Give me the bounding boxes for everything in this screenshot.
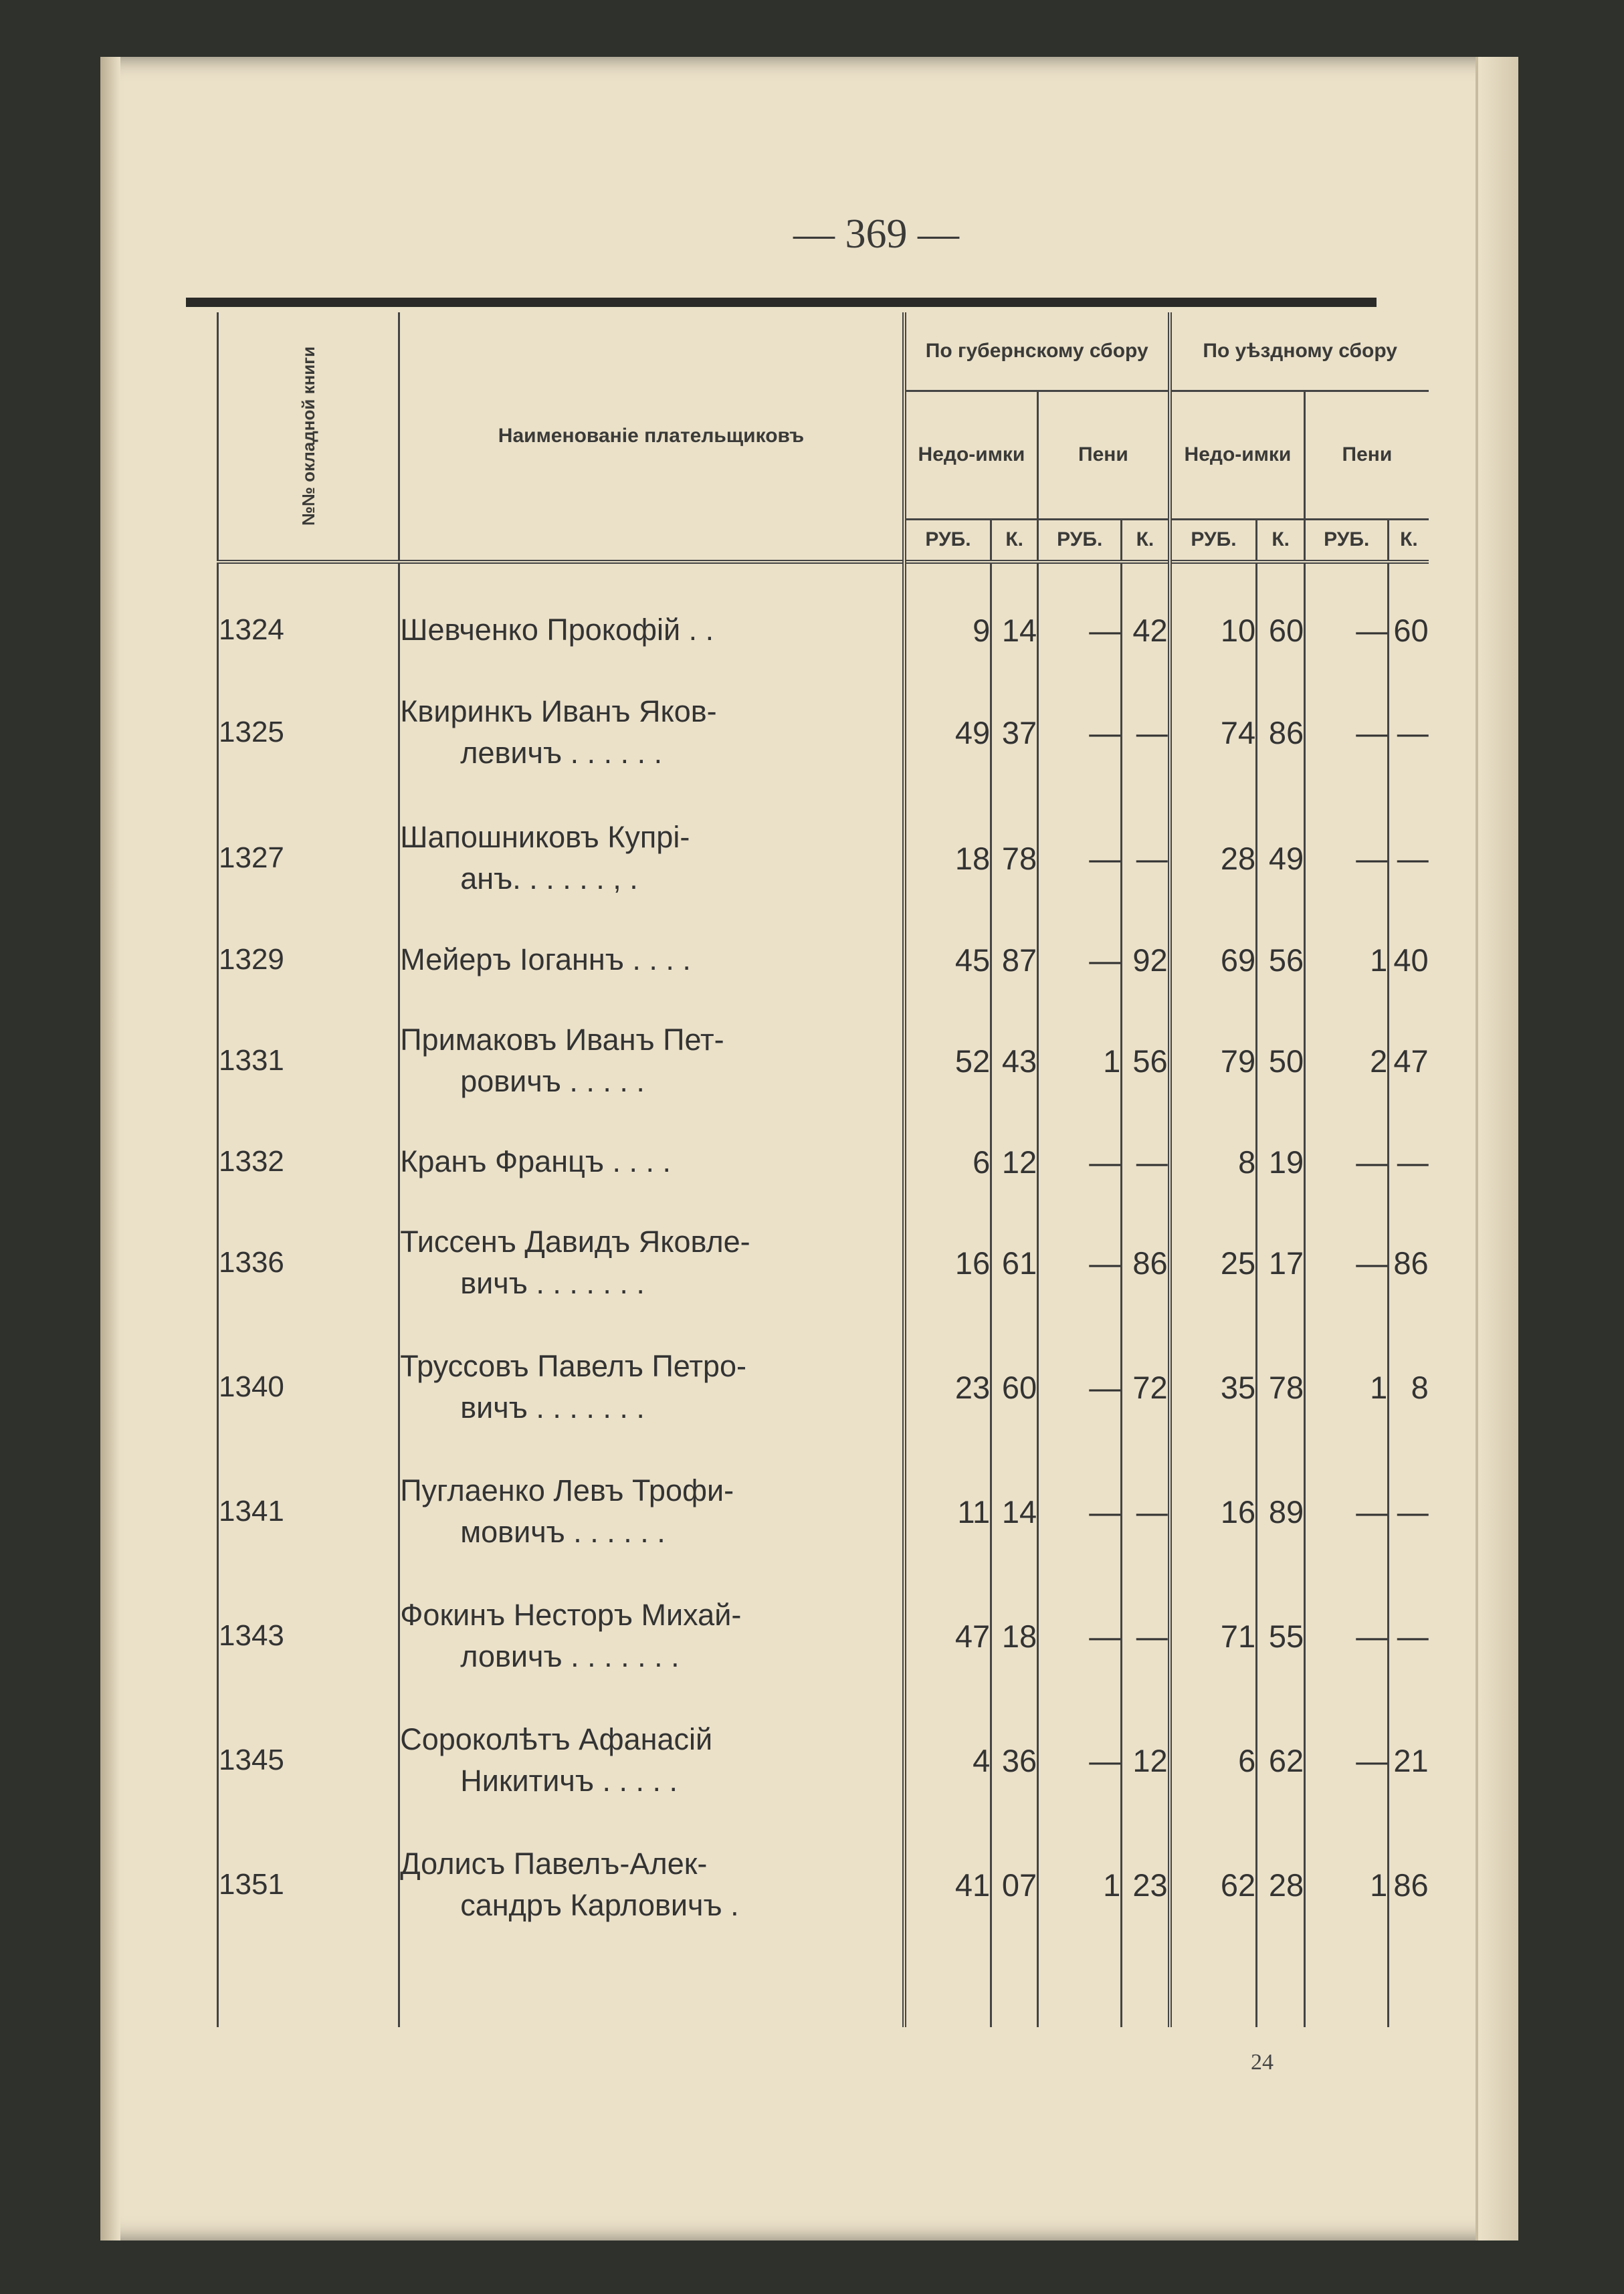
unit-kop: К. [1389,519,1429,562]
gub-penalty-kop: 23 [1122,1822,1170,1947]
gub-penalty-kop: — [1122,795,1170,921]
book-number: 1324 [218,591,399,669]
gub-penalty-kop: — [1122,669,1170,795]
uezd-arrears-kop: 89 [1257,1449,1305,1574]
uezd-arrears-header: Недо-имки [1170,391,1305,519]
table-bottom-fill [218,1947,1429,2027]
book-number: 1332 [218,1123,399,1201]
payer-name-line1: Труссовъ Павелъ Петро- [400,1349,746,1383]
uezd-penalty-kop: — [1389,1449,1429,1574]
ledger-table [217,312,1429,2027]
page-number: — 369 — [793,211,959,257]
gub-penalties-header: Пени [1038,391,1170,519]
uezd-penalty-rub: — [1305,795,1389,921]
book-number: 1331 [218,999,399,1123]
gub-penalty-rub: — [1038,921,1122,999]
uezd-penalty-rub: — [1305,1574,1389,1698]
payer-name [399,591,904,669]
gub-arrears-kop: 61 [991,1201,1038,1325]
table-row [218,795,1429,921]
gub-penalty-kop: 12 [1122,1698,1170,1822]
uezd-arrears-kop: 56 [1257,921,1305,999]
uezd-arrears-kop: 55 [1257,1574,1305,1698]
payer-name-line1: Пуглаенко Левъ Трофи- [400,1473,734,1507]
payer-name [399,1822,904,1947]
payer-name [399,921,904,999]
payer-name-line2: мовичъ . . . . . . [460,1515,666,1549]
uezd-arrears-rub: 10 [1170,591,1257,669]
book-number: 1325 [218,669,399,795]
gub-penalty-rub: — [1038,1698,1122,1822]
ledger-frame [186,298,1443,2050]
uezd-arrears-rub: 25 [1170,1201,1257,1325]
gub-penalty-rub: — [1038,1574,1122,1698]
uezd-arrears-kop: 62 [1257,1698,1305,1822]
payer-name-line1: Мейеръ Іоганнъ . . . . [400,942,691,976]
gub-penalty-rub: 1 [1038,1822,1122,1947]
gub-arrears-kop: 14 [991,1449,1038,1574]
gub-arrears-kop: 36 [991,1698,1038,1822]
table-row [218,669,1429,795]
uezd-arrears-kop: 28 [1257,1822,1305,1947]
gub-penalty-kop: 56 [1122,999,1170,1123]
gub-penalty-rub: — [1038,795,1122,921]
uezd-arrears-rub: 79 [1170,999,1257,1123]
table-row [218,591,1429,669]
gub-arrears-rub: 47 [904,1574,991,1698]
payer-name-line1: Примаковъ Иванъ Пет- [400,1023,724,1057]
uezd-penalty-rub: 1 [1305,921,1389,999]
payer-name [399,795,904,921]
gub-arrears-kop: 07 [991,1822,1038,1947]
gub-penalty-rub: — [1038,1201,1122,1325]
uezd-arrears-rub: 71 [1170,1574,1257,1698]
gub-penalty-kop: 42 [1122,591,1170,669]
uezd-penalty-kop: 60 [1389,591,1429,669]
gub-penalty-kop: 92 [1122,921,1170,999]
gub-arrears-rub: 49 [904,669,991,795]
gub-penalty-rub: — [1038,669,1122,795]
uezd-penalty-rub: 1 [1305,1325,1389,1449]
unit-kop: К. [1122,519,1170,562]
gub-arrears-rub: 9 [904,591,991,669]
payer-name [399,1574,904,1698]
uezd-arrears-rub: 69 [1170,921,1257,999]
uezd-penalty-rub: 1 [1305,1822,1389,1947]
gub-arrears-rub: 4 [904,1698,991,1822]
payer-name-line1: Тиссенъ Давидъ Яковле- [400,1225,750,1259]
uezd-arrears-kop: 78 [1257,1325,1305,1449]
uezd-arrears-kop: 49 [1257,795,1305,921]
uezd-arrears-rub: 16 [1170,1449,1257,1574]
uezd-penalty-kop: 86 [1389,1822,1429,1947]
payer-name-line1: Долисъ Павелъ-Алек- [400,1847,708,1881]
uezd-penalty-kop: — [1389,669,1429,795]
uezd-penalty-rub: 2 [1305,999,1389,1123]
gub-arrears-kop: 14 [991,591,1038,669]
uezd-penalty-rub: — [1305,669,1389,795]
table-row [218,999,1429,1123]
uezd-arrears-kop: 50 [1257,999,1305,1123]
book-number: 1329 [218,921,399,999]
unit-rub: РУБ. [1305,519,1389,562]
gub-penalty-rub: — [1038,1325,1122,1449]
gub-penalty-kop: — [1122,1449,1170,1574]
uezd-arrears-kop: 19 [1257,1123,1305,1201]
payer-name [399,1449,904,1574]
gub-penalty-rub: — [1038,591,1122,669]
uezd-penalty-kop: — [1389,1123,1429,1201]
payer-name-line2: анъ. . . . . . , . [460,861,638,896]
payer-name-line1: Квиринкъ Иванъ Яков- [400,694,717,728]
unit-kop: К. [1257,519,1305,562]
book-number: 1340 [218,1325,399,1449]
payer-name-line2: Никитичъ . . . . . [460,1764,678,1798]
gub-arrears-rub: 52 [904,999,991,1123]
uezd-penalty-kop: — [1389,795,1429,921]
gub-penalty-rub: — [1038,1449,1122,1574]
gub-penalty-kop: — [1122,1574,1170,1698]
gub-arrears-rub: 18 [904,795,991,921]
uezd-arrears-rub: 8 [1170,1123,1257,1201]
payer-name [399,999,904,1123]
uezd-header: По уѣздному сбору [1170,312,1429,391]
table-row [218,921,1429,999]
unit-rub: РУБ. [1038,519,1122,562]
uezd-arrears-rub: 74 [1170,669,1257,795]
book-number: 1327 [218,795,399,921]
payer-name-line1: Сороколѣтъ Афанасій [400,1722,713,1756]
payer-name-line1: Кранъ Францъ . . . . [400,1144,671,1178]
table-row [218,1822,1429,1947]
unit-rub: РУБ. [904,519,991,562]
table-row [218,1574,1429,1698]
gub-arrears-rub: 41 [904,1822,991,1947]
uezd-penalties-header: Пени [1305,391,1429,519]
uezd-penalty-kop: 40 [1389,921,1429,999]
payer-name-line2: ловичъ . . . . . . . [460,1639,680,1673]
gub-penalty-kop: 72 [1122,1325,1170,1449]
uezd-penalty-rub: — [1305,591,1389,669]
gub-arrears-rub: 6 [904,1123,991,1201]
gub-arrears-rub: 16 [904,1201,991,1325]
payer-name-line1: Шапошниковъ Купрі- [400,820,690,854]
gub-arrears-rub: 23 [904,1325,991,1449]
uezd-penalty-rub: — [1305,1698,1389,1822]
uezd-penalty-kop: — [1389,1574,1429,1698]
uezd-arrears-kop: 60 [1257,591,1305,669]
uezd-penalty-rub: — [1305,1123,1389,1201]
uezd-penalty-kop: 47 [1389,999,1429,1123]
uezd-penalty-kop: 86 [1389,1201,1429,1325]
uezd-penalty-rub: — [1305,1449,1389,1574]
unit-kop: К. [991,519,1038,562]
payer-name [399,1325,904,1449]
gub-header: По губернскому сбору [904,312,1170,391]
uezd-arrears-rub: 62 [1170,1822,1257,1947]
uezd-penalty-kop: 8 [1389,1325,1429,1449]
payer-name-line2: вичъ . . . . . . . [460,1266,645,1300]
uezd-arrears-rub: 35 [1170,1325,1257,1449]
payer-name-header: Наименованіе плательщиковъ [399,312,904,562]
gub-arrears-kop: 12 [991,1123,1038,1201]
top-rule [186,298,1377,307]
uezd-arrears-rub: 6 [1170,1698,1257,1822]
gub-penalty-rub: 1 [1038,999,1122,1123]
gub-penalty-rub: — [1038,1123,1122,1201]
uezd-penalty-rub: — [1305,1201,1389,1325]
book-number: 1341 [218,1449,399,1574]
book-number: 1343 [218,1574,399,1698]
gub-penalty-kop: — [1122,1123,1170,1201]
payer-name [399,1123,904,1201]
gub-arrears-rub: 11 [904,1449,991,1574]
gub-arrears-kop: 18 [991,1574,1038,1698]
payer-name [399,1201,904,1325]
gub-arrears-kop: 78 [991,795,1038,921]
payer-name-line1: Фокинъ Несторъ Михай- [400,1598,742,1632]
sheet-number: 24 [1251,2050,1274,2075]
table-row [218,1201,1429,1325]
gub-arrears-kop: 87 [991,921,1038,999]
book-number: 1351 [218,1822,399,1947]
gub-arrears-rub: 45 [904,921,991,999]
uezd-arrears-kop: 86 [1257,669,1305,795]
gub-arrears-header: Недо-имки [904,391,1038,519]
book-number-header: №№ окладной книги [218,312,399,562]
uezd-arrears-rub: 28 [1170,795,1257,921]
uezd-penalty-kop: 21 [1389,1698,1429,1822]
payer-name-line2: сандръ Карловичъ . [460,1888,739,1922]
gub-arrears-kop: 37 [991,669,1038,795]
payer-name-line2: левичъ . . . . . . [460,736,663,770]
page-edge [1476,57,1518,2240]
gub-arrears-kop: 43 [991,999,1038,1123]
gub-penalty-kop: 86 [1122,1201,1170,1325]
payer-name [399,669,904,795]
table-row [218,1123,1429,1201]
payer-name-line1: Шевченко Прокофій . . [400,613,714,647]
book-number: 1336 [218,1201,399,1325]
uezd-arrears-kop: 17 [1257,1201,1305,1325]
table-row [218,1698,1429,1822]
table-row [218,1449,1429,1574]
page-gutter [100,57,120,2240]
payer-name [399,1698,904,1822]
payer-name-line2: вичъ . . . . . . . [460,1390,645,1425]
table-row [218,1325,1429,1449]
payer-name-line2: ровичъ . . . . . [460,1064,645,1098]
book-number: 1345 [218,1698,399,1822]
gub-arrears-kop: 60 [991,1325,1038,1449]
unit-rub: РУБ. [1170,519,1257,562]
